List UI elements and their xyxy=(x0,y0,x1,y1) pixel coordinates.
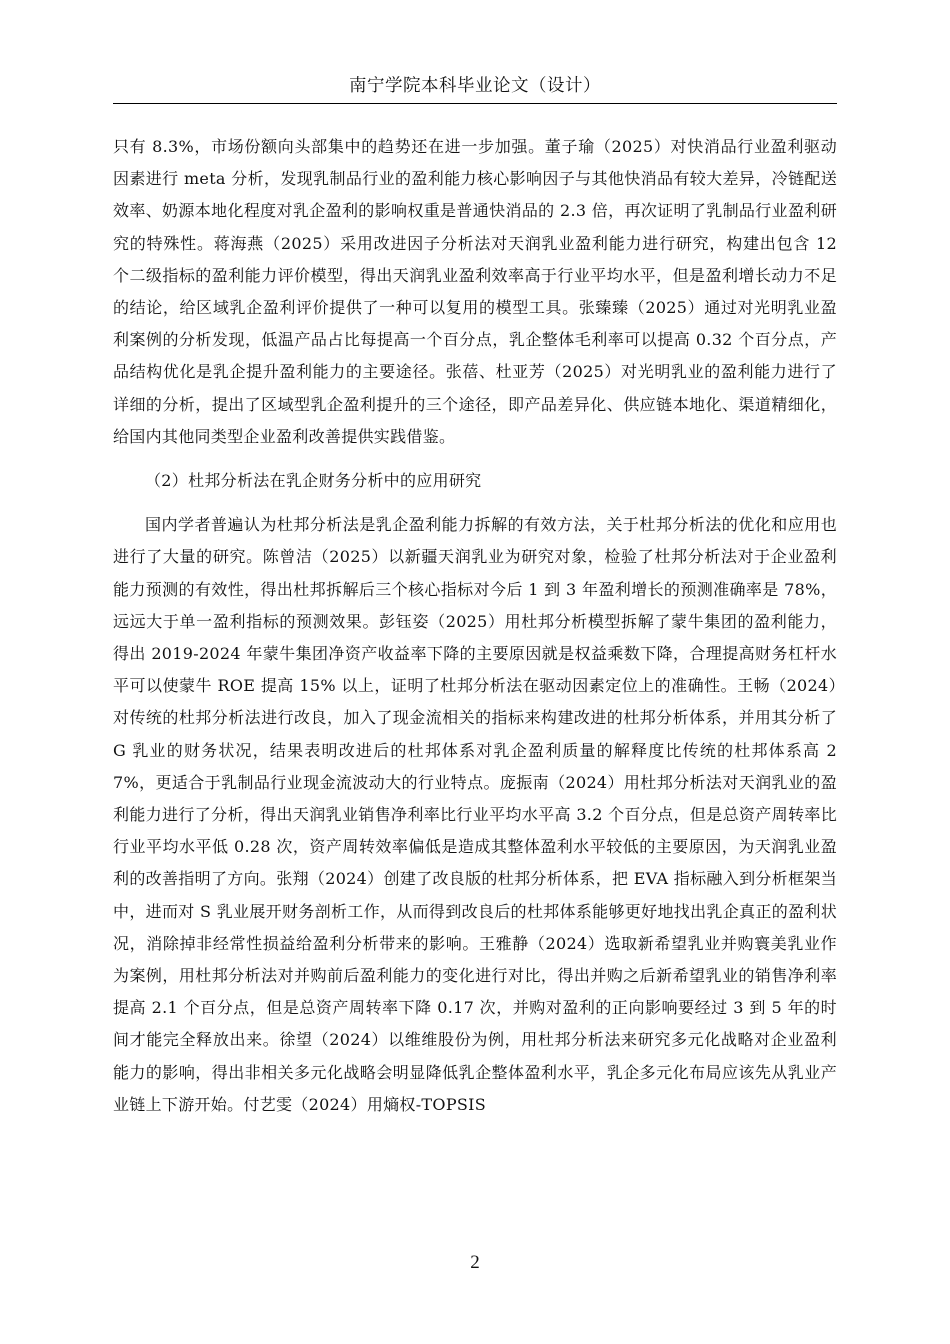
paragraph-dupont-review: 国内学者普遍认为杜邦分析法是乳企盈利能力拆解的有效方法，关于杜邦分析法的优化和应用也进行了大量的研究。陈曾洁（2025）以新疆天润乳业为研究对象，检验了杜邦分析法对于企业盈利能力预测的有效性，得出杜邦拆解后三个核心指标对今后 1 到 3 年盈利增长的预测准确率是 78%，远远大于单一盈利指标的预测效果。彭钰姿（2025）用杜邦分析模型拆解了蒙牛集团的盈利能力，得出 2019-2024 年蒙牛集团净资产收益率下降的主要原因就是权益乘数下降，合理提高财务杠杆水平可以使蒙牛 ROE 提高 15% 以上，证明了杜邦分析法在驱动因素定位上的准确性。王畅（2024）对传统的杜邦分析法进行改良，加入了现金流相关的指标来构建改进的杜邦分析体系，并用其分析了 G 乳业的财务状况，结果表明改进后的杜邦体系对乳企盈利质量的解释度比传统的杜邦体系高 27%，更适合于乳制品行业现金流波动大的行业特点。庞振南（2024）用杜邦分析法对天润乳业的盈利能力进行了分析，得出天润乳业销售净利率比行业平均水平高 3.2 个百分点，但是总资产周转率比行业平均水平低 0.28 次，资产周转效率偏低是造成其整体盈利水平较低的主要原因，为天润乳业盈利的改善指明了方向。张翔（2024）创建了改良版的杜邦分析体系，把 EVA 指标融入到分析框架当中，进而对 S 乳业展开财务剖析工作，从而得到改良后的杜邦体系能够更好地找出乳企真正的盈利状况，消除掉非经常性损益给盈利分析带来的影响。王雅静（2024）选取新希望乳业并购寰美乳业作为案例，用杜邦分析法对并购前后盈利能力的变化进行对比，得出并购之后新希望乳业的销售净利率提高 2.1 个百分点，但是总资产周转率下降 0.17 次，并购对盈利的正向影响要经过 3 到 5 年的时间才能完全释放出来。徐望（2024）以维维股份为例，用杜邦分析法来研究多元化战略对企业盈利能力的影响，得出非相关多元化战略会明显降低乳企整体盈利水平，乳企多元化布局应该先从乳业产业链上下游开始。付艺雯（2024）用熵权-TOPSIS xyxy=(113,515,837,1114)
body-text xyxy=(113,131,837,1121)
paragraph-continued: 只有 8.3%，市场份额向头部集中的趋势还在进一步加强。董子瑜（2025）对快消品行业盈利驱动因素进行 meta 分析，发现乳制品行业的盈利能力核心影响因子与其他快消品有较大差异，冷链配送效率、奶源本地化程度对乳企盈利的影响权重是普通快消品的 2.3 倍，再次证明了乳制品行业盈利研究的特殊性。蒋海燕（2025）采用改进因子分析法对天润乳业盈利能力进行研究，构建出包含 12 个二级指标的盈利能力评价模型，得出天润乳业盈利效率高于行业平均水平，但是盈利增长动力不足的结论，给区域乳企盈利评价提供了一种可以复用的模型工具。张臻臻（2025）通过对光明乳业盈利案例的分析发现，低温产品占比每提高一个百分点，乳企整体毛利率可以提高 0.32 个百分点，产品结构优化是乳企提升盈利能力的主要途径。张蓓、杜亚芳（2025）对光明乳业的盈利能力进行了详细的分析，提出了区域型乳企盈利提升的三个途径，即产品差异化、供应链本地化、渠道精细化，给国内其他同类型企业盈利改善提供实践借鉴。 xyxy=(113,137,837,446)
page-number: 2 xyxy=(470,1252,480,1273)
section-subheading: （2）杜邦分析法在乳企财务分析中的应用研究 xyxy=(145,471,482,491)
header-divider xyxy=(113,103,837,104)
page-header-title: 南宁学院本科毕业论文（设计） xyxy=(349,76,601,96)
